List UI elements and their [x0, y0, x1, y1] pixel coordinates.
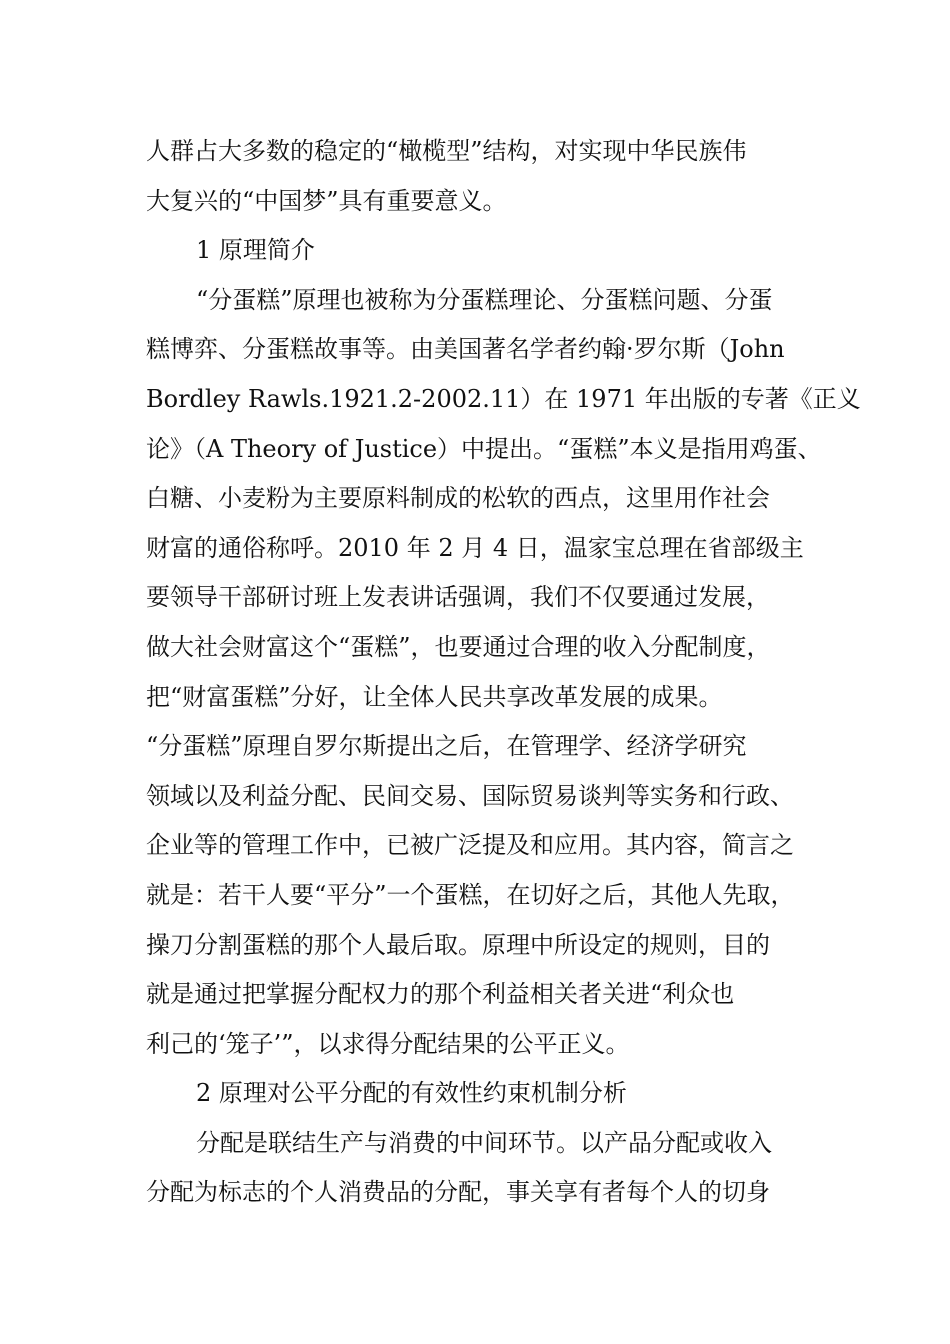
text-line: “分蛋糕”原理也被称为分蛋糕理论、分蛋糕问题、分蛋 [196, 285, 773, 314]
text-line: 分配是联结生产与消费的中间环节。以产品分配或收入 [196, 1128, 772, 1157]
text-line: 白糖、小麦粉为主要原料制成的松软的西点，这里用作社会 [146, 484, 770, 513]
text-line: 论》（A Theory of Justice）中提出。“蛋糕”本义是指用鸡蛋、 [146, 434, 822, 463]
text-line: 领域以及利益分配、民间交易、国际贸易谈判等实务和行政、 [146, 781, 794, 810]
text-line: “分蛋糕”原理自罗尔斯提出之后，在管理学、经济学研究 [146, 732, 747, 761]
section-heading: 2 原理对公平分配的有效性约束机制分析 [196, 1079, 627, 1108]
text-line: 把“财富蛋糕”分好，让全体人民共享改革发展的成果。 [146, 682, 723, 711]
text-line: 就是通过把掌握分配权力的那个利益相关者关进“利众也 [146, 980, 735, 1009]
text-line: 企业等的管理工作中，已被广泛提及和应用。其内容，简言之 [146, 831, 794, 860]
text-line: 要领导干部研讨班上发表讲话强调，我们不仅要通过发展， [146, 583, 770, 612]
body-text [146, 127, 861, 1218]
text-line: 大复兴的“中国梦”具有重要意义。 [146, 186, 507, 215]
text-line: 分配为标志的个人消费品的分配，事关享有者每个人的切身 [146, 1178, 770, 1207]
text-line: 糕博弈、分蛋糕故事等。由美国著名学者约翰·罗尔斯（John [146, 335, 785, 364]
text-line: 利己的‘笼子’”，以求得分配结果的公平正义。 [146, 1029, 630, 1058]
section-heading: 1 原理简介 [196, 236, 315, 265]
text-line: Bordley Rawls.1921.2-2002.11）在 1971 年出版的专著《正义 [146, 384, 861, 413]
text-line: 财富的通俗称呼。2010 年 2 月 4 日，温家宝总理在省部级主 [146, 533, 804, 562]
text-line: 人群占大多数的稳定的“橄榄型”结构，对实现中华民族伟 [146, 137, 747, 165]
text-line: 操刀分割蛋糕的那个人最后取。原理中所设定的规则，目的 [146, 930, 770, 959]
text-line: 做大社会财富这个“蛋糕”，也要通过合理的收入分配制度， [146, 632, 771, 661]
text-line: 就是：若干人要“平分”一个蛋糕，在切好之后，其他人先取， [146, 880, 795, 909]
